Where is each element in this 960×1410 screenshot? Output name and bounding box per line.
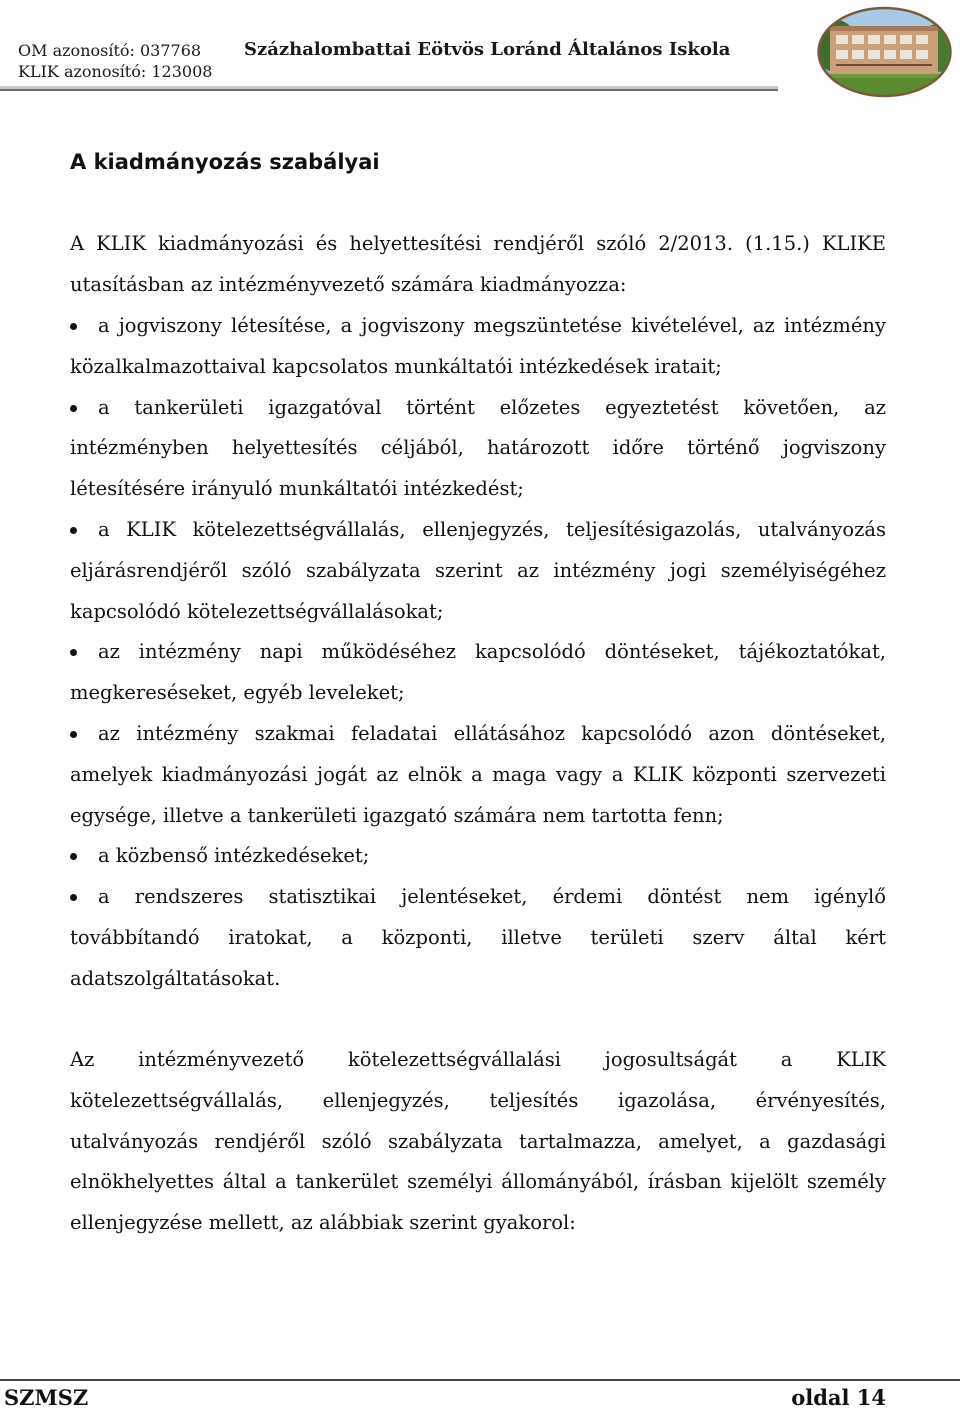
page-header: [0, 0, 960, 100]
bullet-icon: [70, 894, 77, 901]
bullet-icon: [70, 323, 77, 330]
bullet-icon: [70, 527, 77, 534]
list-item: az intézmény napi működéséhez kapcsolódó döntéseket, tájékoztatókat, megkereséseket, egyéb leveleket;: [70, 640, 886, 705]
klik-id: KLIK azonosító: 123008: [18, 62, 213, 81]
bullet-icon: [70, 731, 77, 738]
bullet-icon: [70, 853, 77, 860]
document-code: SZMSZ: [4, 1385, 89, 1410]
header-rule-shadow: [0, 89, 778, 91]
list-item: a közbenső intézkedéseket;: [70, 836, 886, 877]
authority-list: [70, 306, 886, 1000]
page-number: oldal 14: [791, 1385, 886, 1410]
intro-paragraph: A KLIK kiadmányozási és helyettesítési rendjéről szóló 2/2013. (1.15.) KLIKE utasításban az intézményvezető számára kiadmányozza:: [70, 232, 886, 296]
section-heading: A kiadmányozás szabályai: [70, 150, 380, 174]
school-building-logo: [816, 6, 953, 98]
list-item: az intézmény szakmai feladatai ellátásához kapcsolódó azon döntéseket, amelyek kiadmányozási jogát az elnök a maga vagy a KLIK központi szervezeti egysége, illetve a tankerületi igazgató számára nem tartotta fenn;: [70, 721, 886, 827]
bullet-icon: [70, 649, 77, 656]
bullet-icon: [70, 405, 77, 412]
list-item: a rendszeres statisztikai jelentéseket, érdemi döntést nem igénylő továbbítandó iratokat, a központi, illetve területi szerv által kért adatszolgáltatásokat.: [70, 885, 886, 990]
list-item: a tankerületi igazgatóval történt előzetes egyeztetést követően, az intézményben helyettesítés céljából, határozott időre történő jogviszony létesítésére irányuló munkáltatói intézkedést;: [70, 395, 886, 501]
om-id: OM azonosító: 037768: [18, 41, 202, 60]
school-name: Százhalombattai Eötvös Loránd Általános Iskola: [244, 39, 731, 60]
closing-paragraph: Az intézményvezető kötelezettségvállalási jogosultságát a KLIK kötelezettségvállalás, ellenjegyzés, teljesítés igazolása, érvényesítés, utalványozás rendjéről szóló szabályzata tartalmazza, amelyet, a gazdasági elnökhelyettes által a tankerület személyi állományából, írásban kijelölt személy ellenjegyzése mellett, az alábbiak szerint gyakorol:: [70, 1048, 886, 1235]
footer-rule: [0, 1379, 960, 1381]
list-item: a KLIK kötelezettségvállalás, ellenjegyzés, teljesítésigazolás, utalványozás eljárásrendjéről szóló szabályzata szerint az intézmény jogi személyiségéhez kapcsolódó kötelezettségvállalásokat;: [70, 517, 886, 623]
list-item: a jogviszony létesítése, a jogviszony megszüntetése kivételével, az intézmény közalkalmazottaival kapcsolatos munkáltatói intézkedések iratait;: [70, 314, 886, 378]
institution-ids: [18, 40, 212, 82]
